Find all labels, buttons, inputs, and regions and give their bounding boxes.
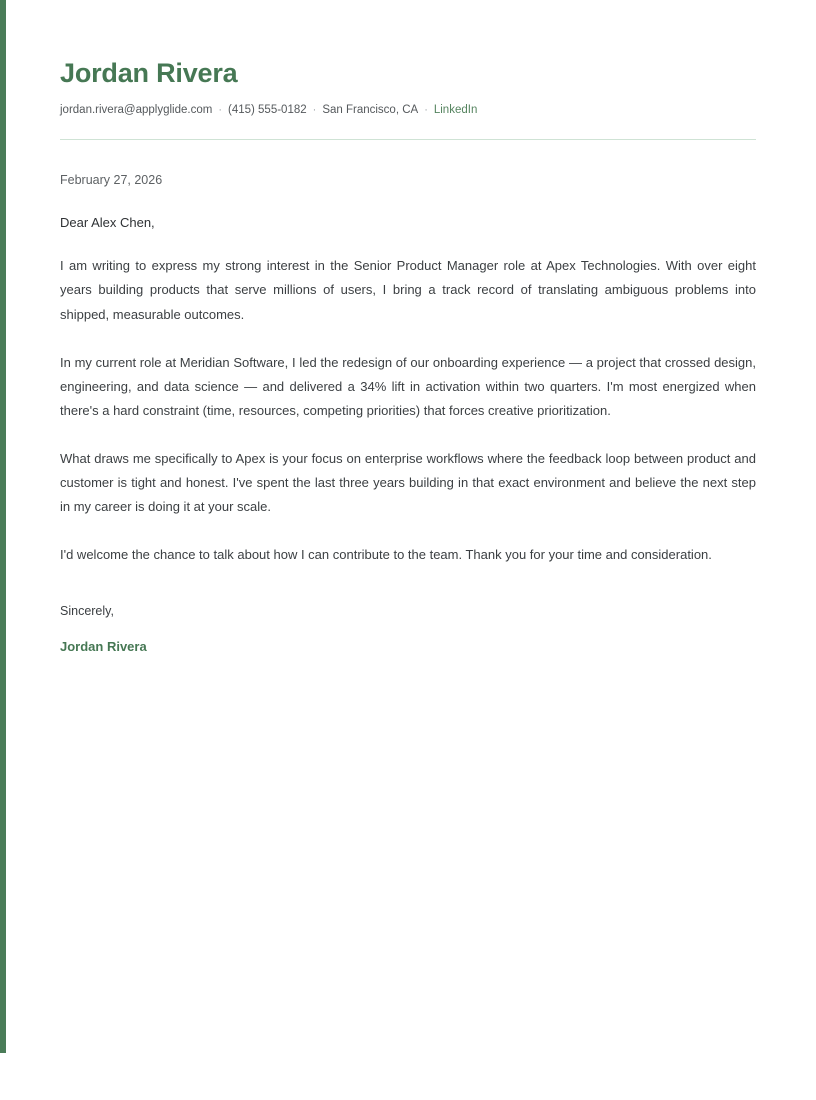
left-accent-stripe <box>0 0 6 1053</box>
contact-separator-icon: · <box>312 104 317 117</box>
contact-separator-icon: · <box>424 104 428 117</box>
contact-email: jordan.rivera@applyglide.com <box>60 104 213 117</box>
body-paragraph: In my current role at Meridian Software, I led the redesign of our onboarding experience — a project that crossed design, engineering, and data science — and delivered a 34% lift in activation within two quarters. I'm most energized when there's a hard constraint (time, resources, competing priorities) that forces creative prioritization. <box>60 354 756 418</box>
salutation: Dear Alex Chen, <box>60 215 155 231</box>
page-title: Jordan Rivera <box>60 58 238 88</box>
body-paragraph: I'd welcome the chance to talk about how I can contribute to the team. Thank you for your time and consideration. <box>60 546 712 562</box>
contact-location: San Francisco, CA <box>322 104 419 117</box>
contact-phone: (415) 555-0182 <box>227 104 307 117</box>
signature-name: Jordan Rivera <box>60 638 147 654</box>
body-paragraph: I am writing to express my strong interest in the Senior Product Manager role at Apex Technologies. With over eight years building products that serve millions of users, I bring a track record of translating ambiguous problems into shipped, measurable outcomes. <box>60 258 756 322</box>
letter-body <box>60 173 756 653</box>
header-divider <box>60 139 756 140</box>
letter-header <box>60 0 756 140</box>
letter-date: February 27, 2026 <box>60 173 163 188</box>
letter-content <box>60 0 756 654</box>
linkedin-link[interactable]: LinkedIn <box>433 104 478 117</box>
closing-line: Sincerely, <box>60 603 114 618</box>
contact-line <box>60 102 756 118</box>
contact-separator-icon: · <box>218 104 222 117</box>
body-paragraph: What draws me specifically to Apex is your focus on enterprise workflows where the feedback loop between product and customer is tight and honest. I've spent the last three years building in that exact environment and believe the next step in my career is doing it at your scale. <box>60 450 756 514</box>
